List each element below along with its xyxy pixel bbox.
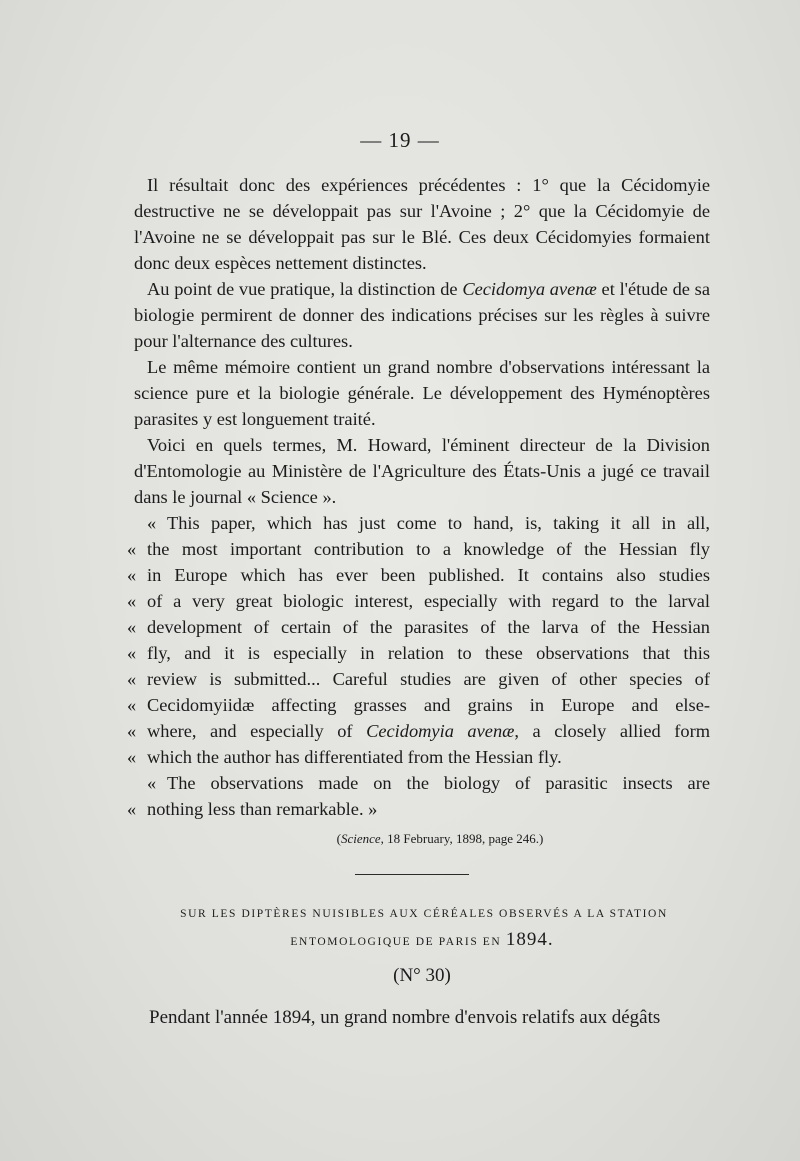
paragraph-2-end: et l'étude de sa biologie permirent de donner des indications précises sur les règles à suivre pour l'alternance des cultures.	[134, 279, 710, 351]
quote-line: « This paper, which has just come to hand, is, taking it all in all,	[134, 510, 710, 536]
quote-mark: «	[127, 591, 137, 611]
quote-line: « in Europe which has ever been published. It contains also studies	[134, 562, 710, 588]
quote-line: « where, and especially of Cecidomyia avenæ, a closely allied form	[134, 718, 710, 744]
citation: (Science, 18 February, 1898, page 246.)	[336, 831, 544, 846]
quote-line: « Cecidomyiidæ affecting grasses and grains in Europe and else-	[134, 692, 710, 718]
quote-mark: «	[127, 643, 137, 663]
journal-name: Science	[340, 831, 381, 846]
paragraph-4: Voici en quels termes, M. Howard, l'éminent directeur de la Division d'Entomologie au Ministère de l'Agriculture des États-Unis a jugé ce travail dans le journal « Science ».	[134, 435, 710, 507]
quote-line: « the most important contribution to a knowledge of the Hessian fly	[134, 536, 710, 562]
section-heading	[134, 901, 710, 955]
quotation	[127, 510, 710, 822]
species-name: Cecidomyia avenæ	[366, 721, 515, 741]
page-number: — 19 —	[360, 128, 440, 152]
paragraph-1: Il résultait donc des expériences précédentes : 1° que la Cécidomyie destructive ne se développait pas sur l'Avoine ; 2° que la Cécidomyie de l'Avoine ne se développait pas sur le Blé. Ces deux Cécidomyies formaient donc deux espèces nettement distinctes.	[134, 175, 710, 273]
quote-line: « development of certain of the parasites of the larva of the Hessian	[134, 614, 710, 640]
paragraph-2	[134, 276, 710, 354]
quote-mark: «	[127, 747, 137, 767]
section-heading-line-1: SUR LES DIPTÈRES NUISIBLES AUX CÉRÉALES OBSERVÉS A LA STATION	[180, 908, 668, 920]
section-heading-line-2: ENTOMOLOGIQUE DE PARIS EN 1894.	[290, 929, 554, 950]
quote-line: « The observations made on the biology of parasitic insects are	[134, 770, 710, 796]
quote-mark: «	[127, 669, 137, 689]
quote-mark: «	[127, 539, 137, 559]
quote-line: « of a very great biologic interest, especially with regard to the larval	[134, 588, 710, 614]
paragraph-2-start: Au point de vue pratique, la distinction de	[147, 279, 463, 299]
section-year: 1894.	[505, 929, 554, 950]
section-number: (N° 30)	[393, 965, 451, 986]
quote-mark: «	[147, 513, 157, 533]
quote-line: « fly, and it is especially in relation to these observations that this	[134, 640, 710, 666]
quote-line: « review is submitted... Careful studies are given of other species of	[134, 666, 710, 692]
quote-mark: «	[127, 695, 137, 715]
quote-mark: «	[127, 721, 137, 741]
quote-mark: «	[127, 565, 137, 585]
species-name: Cecidomya avenæ	[462, 279, 597, 299]
paragraph-3: Le même mémoire contient un grand nombre d'observations intéressant la science pure et la biologie générale. Le développement des Hyménoptères parasites y est longuement traité.	[134, 357, 710, 429]
quote-line: « nothing less than remarkable. »	[134, 796, 710, 822]
section-divider	[355, 874, 469, 875]
final-paragraph: Pendant l'année 1894, un grand nombre d'envois relatifs aux dégâts	[149, 1007, 661, 1028]
quote-mark: «	[127, 617, 137, 637]
quote-mark: «	[127, 799, 137, 819]
page-body	[127, 172, 710, 1031]
quote-mark: «	[147, 773, 157, 793]
quote-line: « which the author has differentiated from the Hessian fly.	[134, 744, 710, 770]
